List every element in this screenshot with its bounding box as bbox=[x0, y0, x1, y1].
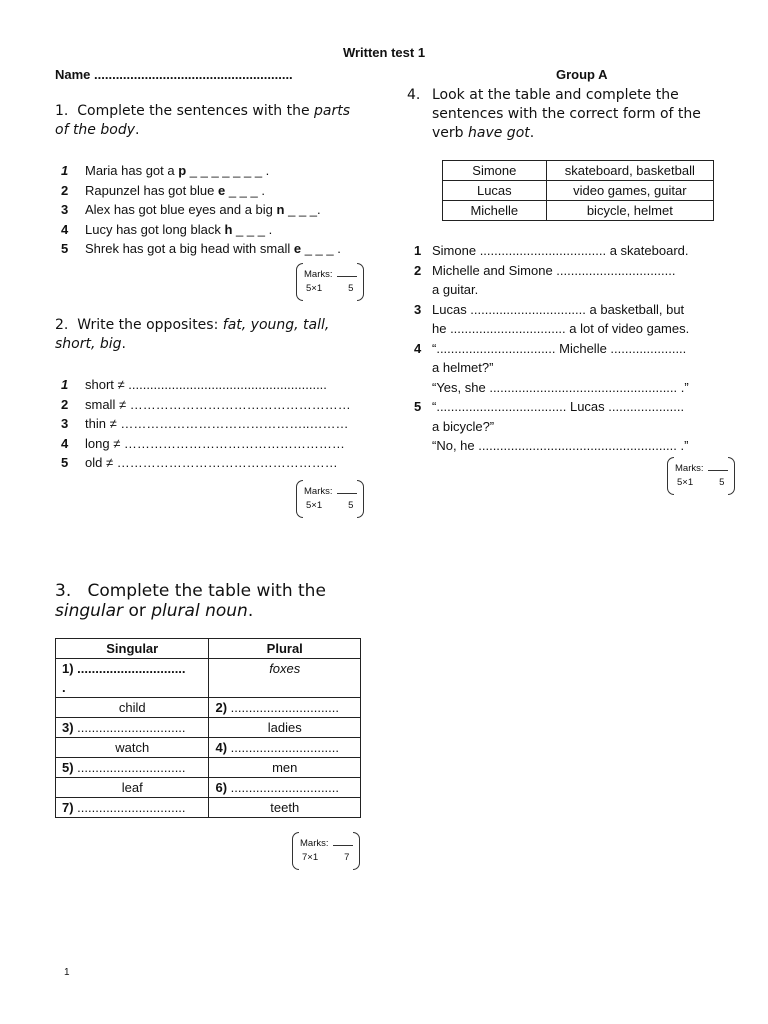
name-field-label: Name ....................................................... bbox=[55, 67, 293, 82]
q1-item: 2 Rapunzel has got blue e _ _ _ . bbox=[61, 182, 265, 198]
table-row bbox=[56, 758, 361, 778]
q1-marks-box: Marks: 5×1 5 bbox=[296, 263, 364, 299]
page-title: Written test 1 bbox=[342, 45, 426, 60]
q1-heading: 1. Complete the sentences with the parts of the body. bbox=[55, 103, 351, 138]
singular-cell: watch bbox=[56, 738, 209, 758]
q4-items: 1 Simone ................................... a skateboard. 2 Michelle and Simone ................................. a guitar. 3 Lucas ................................ a basketball, but he ................................ a lot of video games. 4 “................................. Michelle ..................... a helmet?” “Yes, she .................................................... .” 5 “.................................... Lucas ..................... a bicycle?” “No, he ....................................................... .” bbox=[414, 241, 734, 456]
q1-item: 5 Shrek has got a big head with small e _ _ _ . bbox=[61, 241, 341, 256]
singular-cell: 7) .............................. bbox=[56, 798, 209, 818]
table-row: Lucas video games, guitar bbox=[443, 181, 714, 201]
plural-cell: men bbox=[209, 758, 361, 778]
singular-cell: leaf bbox=[56, 778, 209, 798]
singular-plural-table bbox=[55, 638, 361, 818]
q2-item: 4 long ≠ …………………………………………… bbox=[61, 435, 345, 451]
q4-number: 4. bbox=[407, 87, 421, 103]
q1-item: 3 Alex has got blue eyes and a big n _ _ _. bbox=[61, 202, 321, 217]
table-row bbox=[56, 659, 361, 698]
q2-items bbox=[61, 375, 371, 473]
q1-items bbox=[61, 161, 371, 259]
q2-heading: 2. Write the opposites: fat, young, tall, short, big. bbox=[55, 317, 330, 352]
column-header-singular: Singular bbox=[56, 639, 209, 659]
q4-item: 2 Michelle and Simone ................................. bbox=[414, 262, 676, 278]
plural-cell: 2) .............................. bbox=[209, 698, 361, 718]
singular-cell: child bbox=[56, 698, 209, 718]
plural-cell: foxes bbox=[209, 659, 361, 698]
q2-item: 3 thin ≠ ……………………………………..……… bbox=[61, 416, 349, 431]
table-row bbox=[56, 778, 361, 798]
possessions-table bbox=[442, 160, 714, 221]
q4-item: 5 “.................................... Lucas ..................... bbox=[414, 399, 685, 414]
q2-marks-box: Marks: 5×1 5 bbox=[296, 480, 364, 516]
q4-heading: 4. Look at the table and complete the sentences with the correct form of the verb have got. bbox=[407, 87, 701, 141]
table-row: Simone skateboard, basketball bbox=[443, 161, 714, 181]
q1-number: 1. bbox=[55, 103, 69, 119]
table-row: Michelle bicycle, helmet bbox=[443, 201, 714, 221]
group-label: Group A bbox=[556, 67, 608, 82]
singular-cell: 1) .............................. . bbox=[56, 659, 209, 698]
q3-heading: 3. Complete the table with the singular or plural noun. bbox=[55, 581, 326, 621]
q1-text-emphasis: parts of the body bbox=[55, 103, 351, 138]
plural-cell: teeth bbox=[209, 798, 361, 818]
q4-item: 4 “................................. Michelle ..................... bbox=[414, 340, 687, 356]
table-row bbox=[56, 798, 361, 818]
table-row bbox=[56, 718, 361, 738]
plural-cell: 6) .............................. bbox=[209, 778, 361, 798]
table-header-row bbox=[56, 639, 361, 659]
q2-item: 2 small ≠ …………………………………………… bbox=[61, 396, 351, 412]
q2-item: 1 short ≠ ....................................................... bbox=[61, 377, 327, 392]
plural-cell: ladies bbox=[209, 718, 361, 738]
q4-item: 3 Lucas ................................ a basketball, but bbox=[414, 301, 685, 317]
q4-marks-box: Marks: 5×1 5 bbox=[667, 457, 735, 493]
plural-cell: 4) .............................. bbox=[209, 738, 361, 758]
singular-cell: 3) .............................. bbox=[56, 718, 209, 738]
q4-item: 1 Simone ................................... a skateboard. bbox=[414, 243, 689, 258]
q2-item: 5 old ≠ …………………………………………… bbox=[61, 455, 338, 470]
table-row bbox=[56, 738, 361, 758]
column-header-plural: Plural bbox=[209, 639, 361, 659]
q1-item: 4 Lucy has got long black h _ _ _ . bbox=[61, 221, 273, 237]
q1-text: Complete the sentences with the bbox=[77, 103, 315, 119]
q1-item: 1 Maria has got a p _ _ _ _ _ _ _ . bbox=[61, 163, 270, 178]
table-row bbox=[56, 698, 361, 718]
page-number: 1 bbox=[64, 967, 70, 978]
singular-cell: 5) .............................. bbox=[56, 758, 209, 778]
q3-marks-box: Marks: 7×1 7 bbox=[292, 832, 360, 868]
q2-number: 2. bbox=[55, 317, 69, 333]
